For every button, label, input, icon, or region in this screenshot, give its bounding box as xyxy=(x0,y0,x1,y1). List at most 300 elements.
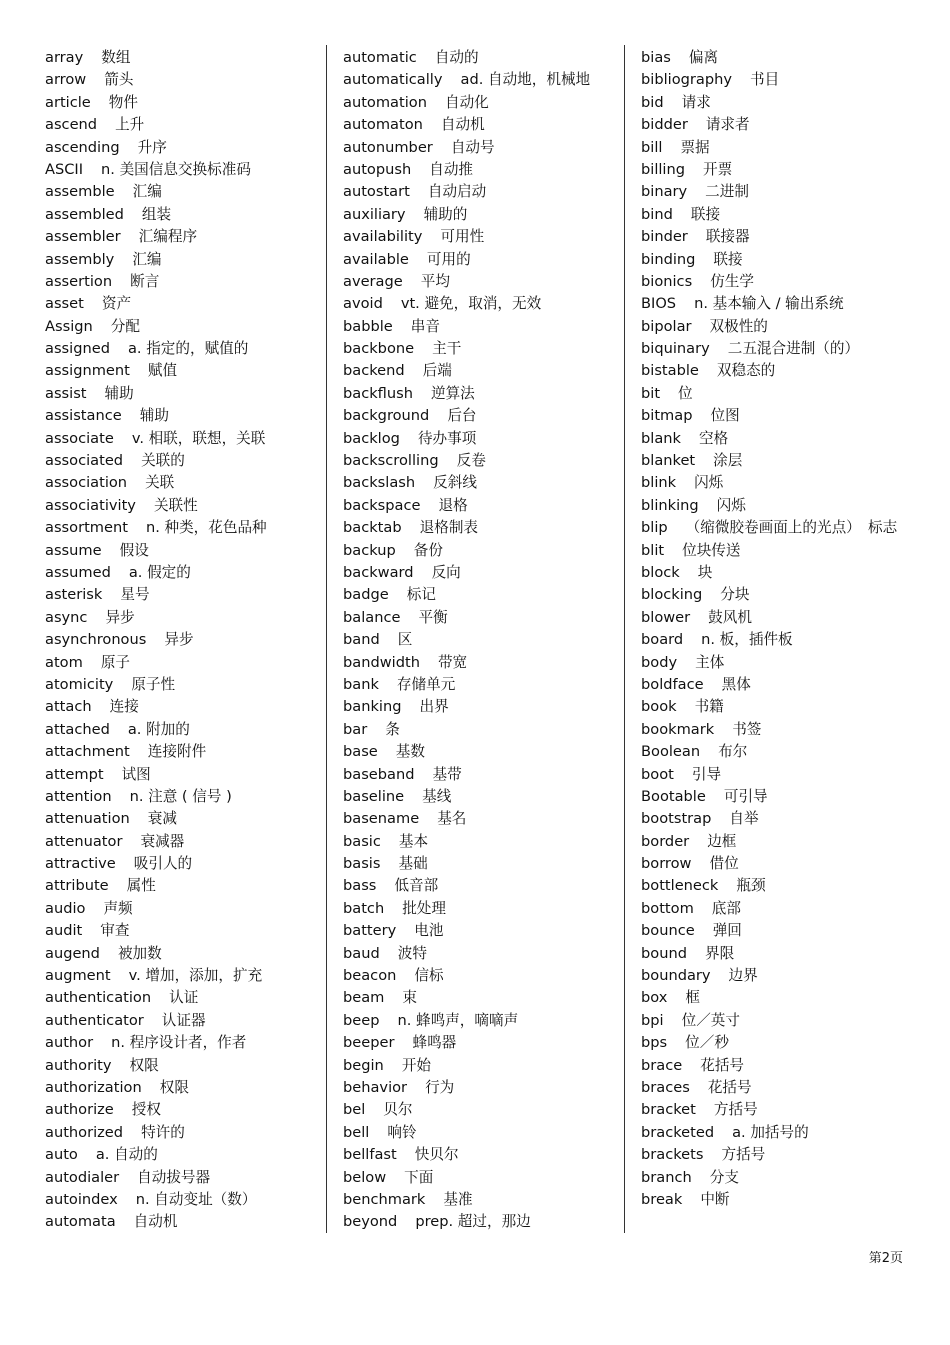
entry-definition: 信标 xyxy=(414,967,444,985)
entry-definition: 辅助 xyxy=(139,407,169,425)
glossary-entry xyxy=(343,137,623,159)
entry-definition: 授权 xyxy=(131,1101,161,1119)
entry-term: babble xyxy=(343,317,393,335)
entry-term: assigned xyxy=(45,340,110,358)
glossary-entry xyxy=(641,920,909,942)
entry-term: bias xyxy=(641,49,671,66)
entry-term: branch xyxy=(641,1168,692,1186)
glossary-entry xyxy=(641,1032,909,1054)
entry-definition: 蜂鸣器 xyxy=(412,1034,457,1052)
entry-term: beacon xyxy=(343,967,397,985)
entry-definition: 分配 xyxy=(110,317,140,335)
entry-definition: 引导 xyxy=(691,765,722,783)
entry-definition: 双极性的 xyxy=(709,317,768,335)
entry-term: binary xyxy=(641,183,688,201)
entry-definition: 开票 xyxy=(703,160,733,178)
entry-term: asterisk xyxy=(45,586,103,604)
glossary-entry xyxy=(641,674,909,696)
entry-definition: 待办事项 xyxy=(417,429,477,447)
entry-term: blower xyxy=(641,608,691,626)
glossary-entry xyxy=(641,428,909,450)
entry-definition: 基础 xyxy=(398,855,428,873)
entry-term: automata xyxy=(45,1213,116,1231)
entry-definition: 偏离 xyxy=(688,49,719,66)
entry-definition: 带宽 xyxy=(437,653,468,671)
glossary-entry xyxy=(641,495,909,517)
entry-term: ascending xyxy=(45,138,120,156)
glossary-entry xyxy=(343,853,623,875)
entry-term: bass xyxy=(343,877,377,895)
entry-term: block xyxy=(641,563,680,581)
glossary-entry xyxy=(45,1077,325,1099)
entry-term: attachment xyxy=(45,743,130,761)
glossary-entry xyxy=(45,316,325,338)
entry-term: auto xyxy=(45,1146,78,1164)
entry-definition: 自动推 xyxy=(429,160,474,178)
entry-term: brackets xyxy=(641,1146,704,1164)
entry-definition: 试图 xyxy=(121,765,151,783)
entry-term: availability xyxy=(343,228,423,246)
entry-term: baseband xyxy=(343,765,415,783)
entry-term: book xyxy=(641,698,677,716)
glossary-column-1 xyxy=(45,47,325,1234)
glossary-entry xyxy=(641,114,909,136)
entry-term: beep xyxy=(343,1011,380,1029)
entry-definition: 书目 xyxy=(749,71,780,89)
glossary-entry xyxy=(641,405,909,427)
entry-term: braces xyxy=(641,1078,690,1096)
glossary-entry xyxy=(641,1167,909,1189)
glossary-entry xyxy=(641,562,909,584)
entry-term: array xyxy=(45,49,84,66)
glossary-entry xyxy=(343,696,623,718)
entry-definition: 书签 xyxy=(732,720,762,738)
entry-definition: n. 程序设计者，作者 xyxy=(111,1034,247,1052)
entry-term: autonumber xyxy=(343,138,433,156)
glossary-entry xyxy=(641,808,909,830)
entry-definition: n. 自动变址（数） xyxy=(135,1190,257,1208)
entry-term: available xyxy=(343,250,409,268)
entry-term: assertion xyxy=(45,272,113,290)
glossary-entry xyxy=(45,965,325,987)
entry-definition: 请求 xyxy=(681,93,711,111)
entry-term: arrow xyxy=(45,71,87,89)
entry-definition: 辅助 xyxy=(104,384,134,402)
entry-term: authentication xyxy=(45,989,152,1007)
entry-definition: 逆算法 xyxy=(430,384,475,402)
glossary-entry xyxy=(343,204,623,226)
glossary-entry xyxy=(641,271,909,293)
glossary-entry xyxy=(343,741,623,763)
glossary-entry xyxy=(343,271,623,293)
glossary-entry xyxy=(641,696,909,718)
entry-term: bel xyxy=(343,1101,366,1119)
glossary-entry xyxy=(641,987,909,1009)
glossary-entry xyxy=(343,360,623,382)
entry-term: bid xyxy=(641,93,664,111)
entry-definition: n. 基本输入 / 输出系统 xyxy=(694,295,844,313)
glossary-entry xyxy=(343,114,623,136)
glossary-entry xyxy=(343,808,623,830)
entry-definition: 声频 xyxy=(103,899,133,917)
glossary-entry xyxy=(45,69,325,91)
glossary-entry xyxy=(641,316,909,338)
entry-term: assistance xyxy=(45,407,122,425)
entry-term: band xyxy=(343,631,380,649)
entry-definition: 后台 xyxy=(447,407,477,425)
glossary-entry xyxy=(45,383,325,405)
entry-definition: 赋值 xyxy=(147,362,178,380)
entry-definition: 主体 xyxy=(695,653,725,671)
entry-definition: 连接附件 xyxy=(147,743,207,761)
glossary-entry xyxy=(45,719,325,741)
entry-definition: 出界 xyxy=(419,698,449,716)
glossary-entry xyxy=(45,1099,325,1121)
entry-definition: 数组 xyxy=(101,49,131,66)
glossary-entry xyxy=(641,159,909,181)
entry-definition: 原子性 xyxy=(131,675,176,693)
glossary-entry xyxy=(641,69,909,91)
glossary-entry xyxy=(343,159,623,181)
entry-definition: 自动启动 xyxy=(427,183,487,201)
entry-term: automation xyxy=(343,93,427,111)
entry-definition: n. 种类，花色品种 xyxy=(145,519,267,537)
entry-definition: 批处理 xyxy=(402,899,446,917)
entry-term: below xyxy=(343,1168,387,1186)
entry-term: beyond xyxy=(343,1213,398,1231)
glossary-entry xyxy=(641,1099,909,1121)
glossary-entry xyxy=(343,1122,623,1144)
entry-definition: 花括号 xyxy=(700,1056,745,1074)
entry-definition: 位／英寸 xyxy=(681,1011,740,1029)
entry-definition: （缩微胶卷画面上的光点） 标志 xyxy=(685,519,898,537)
glossary-entry xyxy=(45,450,325,472)
glossary-entry xyxy=(641,831,909,853)
entry-definition: 反卷 xyxy=(456,452,486,470)
entry-definition: 涂层 xyxy=(713,452,743,470)
entry-definition: 基带 xyxy=(432,765,462,783)
entry-term: associate xyxy=(45,429,114,447)
entry-definition: 底部 xyxy=(711,899,741,917)
entry-definition: a. 假定的 xyxy=(128,563,191,581)
glossary-entry xyxy=(45,584,325,606)
entry-term: blinking xyxy=(641,496,699,514)
glossary-entry xyxy=(343,1099,623,1121)
glossary-entry xyxy=(641,47,909,69)
entry-definition: 权限 xyxy=(159,1078,189,1096)
entry-term: augment xyxy=(45,967,111,985)
glossary-entry xyxy=(343,316,623,338)
entry-definition: 审查 xyxy=(100,922,130,940)
entry-term: authorization xyxy=(45,1078,142,1096)
entry-definition: 关联的 xyxy=(141,452,185,470)
glossary-entry xyxy=(45,1055,325,1077)
entry-term: backslash xyxy=(343,474,416,492)
glossary-entry xyxy=(641,360,909,382)
entry-definition: 平衡 xyxy=(418,608,448,626)
entry-term: attractive xyxy=(45,855,116,873)
entry-definition: 可用的 xyxy=(426,250,471,268)
entry-term: ascend xyxy=(45,116,98,134)
entry-term: assumed xyxy=(45,563,111,581)
glossary-entry xyxy=(343,719,623,741)
entry-term: asset xyxy=(45,295,84,313)
entry-term: basename xyxy=(343,810,420,828)
entry-term: box xyxy=(641,989,668,1007)
entry-definition: 自动机 xyxy=(133,1213,178,1231)
entry-term: bellfast xyxy=(343,1146,397,1164)
entry-definition: 箭头 xyxy=(104,71,134,89)
entry-definition: 假设 xyxy=(119,541,149,559)
entry-term: balance xyxy=(343,608,401,626)
entry-term: bookmark xyxy=(641,720,715,738)
glossary-entry xyxy=(45,1211,325,1233)
glossary-entry xyxy=(45,696,325,718)
glossary-entry xyxy=(45,405,325,427)
entry-definition: 闪烁 xyxy=(716,496,746,514)
entry-term: basic xyxy=(343,832,381,850)
entry-definition: prep. 超过，那边 xyxy=(415,1213,531,1231)
entry-definition: 备份 xyxy=(413,541,443,559)
entry-term: backend xyxy=(343,362,405,380)
entry-term: body xyxy=(641,653,678,671)
glossary-entry xyxy=(343,1077,623,1099)
entry-definition: 自举 xyxy=(729,810,759,828)
glossary-entry xyxy=(343,764,623,786)
glossary-entry xyxy=(641,1189,909,1211)
entry-term: blank xyxy=(641,429,681,447)
entry-term: bandwidth xyxy=(343,653,420,671)
page-number: 第2页 xyxy=(868,1251,903,1266)
entry-definition: 行为 xyxy=(425,1078,455,1096)
entry-definition: 标记 xyxy=(406,586,436,604)
glossary-entry xyxy=(343,405,623,427)
entry-term: backlog xyxy=(343,429,400,447)
entry-definition: 分支 xyxy=(709,1168,739,1186)
glossary-entry xyxy=(45,987,325,1009)
glossary-entry xyxy=(343,47,623,69)
glossary-entry xyxy=(343,1144,623,1166)
glossary-entry xyxy=(45,629,325,651)
entry-term: bionics xyxy=(641,272,693,290)
entry-definition: 主干 xyxy=(432,340,462,358)
entry-definition: 双稳态的 xyxy=(716,362,776,380)
entry-definition: 属性 xyxy=(126,877,156,895)
entry-definition: 边界 xyxy=(728,967,758,985)
glossary-entry xyxy=(45,943,325,965)
glossary-entry xyxy=(343,987,623,1009)
glossary-entry xyxy=(641,898,909,920)
entry-term: basis xyxy=(343,855,381,873)
glossary-entry xyxy=(343,831,623,853)
glossary-entry xyxy=(641,1077,909,1099)
glossary-entry xyxy=(641,786,909,808)
entry-term: bottom xyxy=(641,899,694,917)
glossary-entry xyxy=(45,338,325,360)
entry-term: assembly xyxy=(45,250,115,268)
entry-term: bell xyxy=(343,1123,370,1141)
entry-definition: 边框 xyxy=(707,832,737,850)
entry-term: binding xyxy=(641,250,696,268)
entry-term: boldface xyxy=(641,675,704,693)
entry-term: bitmap xyxy=(641,407,693,425)
entry-term: Boolean xyxy=(641,743,701,761)
glossary-entry xyxy=(45,495,325,517)
entry-definition: 位／秒 xyxy=(685,1034,729,1052)
entry-term: assignment xyxy=(45,362,130,380)
entry-term: bound xyxy=(641,944,687,962)
entry-term: baud xyxy=(343,944,380,962)
entry-term: bottleneck xyxy=(641,877,719,895)
entry-term: article xyxy=(45,93,91,111)
entry-definition: 连接 xyxy=(109,698,139,716)
glossary-column-3 xyxy=(641,47,909,1211)
entry-definition: 退格 xyxy=(438,496,468,514)
glossary-entry xyxy=(45,181,325,203)
entry-term: assemble xyxy=(45,183,115,201)
glossary-entry xyxy=(343,450,623,472)
glossary-entry xyxy=(45,226,325,248)
entry-definition: 自动号 xyxy=(450,138,495,156)
glossary-entry xyxy=(343,69,623,91)
entry-term: Bootable xyxy=(641,787,706,805)
entry-definition: 权限 xyxy=(129,1056,159,1074)
entry-term: assume xyxy=(45,541,102,559)
entry-term: battery xyxy=(343,922,397,940)
entry-term: automaton xyxy=(343,116,423,134)
glossary-entry xyxy=(45,1189,325,1211)
entry-definition: 汇编 xyxy=(132,183,162,201)
entry-definition: 鼓风机 xyxy=(708,608,752,626)
entry-definition: 联接 xyxy=(690,205,721,223)
glossary-entry xyxy=(641,1055,909,1077)
entry-definition: 反向 xyxy=(431,563,461,581)
entry-term: asynchronous xyxy=(45,631,147,649)
glossary-entry xyxy=(45,920,325,942)
entry-definition: 下面 xyxy=(404,1168,434,1186)
entry-term: bill xyxy=(641,138,663,156)
column-divider-2 xyxy=(624,45,625,1233)
entry-term: backup xyxy=(343,541,396,559)
entry-definition: 自动拔号器 xyxy=(137,1168,211,1186)
entry-term: blocking xyxy=(641,586,703,604)
entry-definition: 框 xyxy=(685,989,700,1007)
entry-term: bpi xyxy=(641,1011,664,1029)
entry-definition: 低音部 xyxy=(394,877,439,895)
entry-definition: 请求者 xyxy=(705,116,750,134)
entry-term: bank xyxy=(343,675,379,693)
glossary-entry xyxy=(641,584,909,606)
glossary-entry xyxy=(45,92,325,114)
entry-definition: vt. 避免，取消，无效 xyxy=(400,295,542,313)
entry-term: author xyxy=(45,1034,94,1052)
entry-definition: 基本 xyxy=(398,832,429,850)
entry-definition: 弹回 xyxy=(712,922,742,940)
entry-term: atomicity xyxy=(45,675,114,693)
glossary-entry xyxy=(45,271,325,293)
entry-term: baseline xyxy=(343,787,405,805)
entry-term: autodialer xyxy=(45,1168,120,1186)
glossary-entry xyxy=(343,338,623,360)
entry-definition: n. 注意 ( 信号 ) xyxy=(129,787,232,805)
entry-definition: 电池 xyxy=(414,922,444,940)
glossary-entry xyxy=(641,943,909,965)
glossary-entry xyxy=(343,786,623,808)
column-divider-1 xyxy=(326,45,327,1233)
entry-definition: a. 附加的 xyxy=(127,720,190,738)
entry-term: bootstrap xyxy=(641,810,712,828)
entry-term: bipolar xyxy=(641,317,692,335)
entry-term: assist xyxy=(45,384,87,402)
entry-definition: 串音 xyxy=(410,317,440,335)
glossary-entry xyxy=(343,428,623,450)
glossary-entry xyxy=(45,159,325,181)
entry-definition: 异步 xyxy=(164,631,194,649)
glossary-entry xyxy=(343,943,623,965)
glossary-entry xyxy=(343,540,623,562)
entry-definition: 星号 xyxy=(120,586,150,604)
glossary-entry xyxy=(641,540,909,562)
entry-definition: 反斜线 xyxy=(433,474,477,492)
glossary-entry xyxy=(641,629,909,651)
entry-definition: a. 指定的，赋值的 xyxy=(127,340,249,358)
glossary-entry xyxy=(343,562,623,584)
glossary-entry xyxy=(45,741,325,763)
entry-definition: 黑体 xyxy=(721,675,751,693)
entry-term: BIOS xyxy=(641,295,677,313)
glossary-entry xyxy=(343,1010,623,1032)
glossary-entry xyxy=(343,920,623,942)
entry-term: bps xyxy=(641,1034,668,1052)
entry-term: bibliography xyxy=(641,71,732,89)
entry-term: audio xyxy=(45,899,86,917)
entry-definition: 存储单元 xyxy=(396,675,456,693)
glossary-entry xyxy=(45,47,325,69)
glossary-entry xyxy=(45,1144,325,1166)
entry-term: blink xyxy=(641,474,677,492)
glossary-entry xyxy=(641,92,909,114)
entry-definition: ad. 自动地，机械地 xyxy=(460,71,591,89)
entry-definition: n. 板，插件板 xyxy=(701,631,793,649)
glossary-entry xyxy=(343,584,623,606)
entry-definition: 后端 xyxy=(422,362,452,380)
glossary-entry xyxy=(45,898,325,920)
glossary-entry xyxy=(45,360,325,382)
glossary-entry xyxy=(343,607,623,629)
glossary-column-2 xyxy=(343,47,623,1234)
glossary-entry xyxy=(641,875,909,897)
entry-term: associativity xyxy=(45,496,136,514)
entry-term: augend xyxy=(45,944,100,962)
entry-term: attenuator xyxy=(45,832,123,850)
glossary-entry xyxy=(343,472,623,494)
entry-definition: 汇编程序 xyxy=(138,228,198,246)
entry-term: backflush xyxy=(343,384,413,402)
glossary-entry xyxy=(45,1167,325,1189)
glossary-entry xyxy=(45,786,325,808)
entry-definition: 借位 xyxy=(709,855,739,873)
entry-definition: 方括号 xyxy=(713,1101,758,1119)
entry-definition: 空格 xyxy=(698,429,729,447)
entry-definition: 界限 xyxy=(704,944,735,962)
entry-term: blanket xyxy=(641,452,696,470)
entry-term: associated xyxy=(45,452,124,470)
glossary-entry xyxy=(641,383,909,405)
entry-definition: 二进制 xyxy=(705,183,749,201)
entry-definition: 认证 xyxy=(169,989,199,1007)
entry-definition: 闪烁 xyxy=(694,474,724,492)
entry-term: auxiliary xyxy=(343,205,406,223)
